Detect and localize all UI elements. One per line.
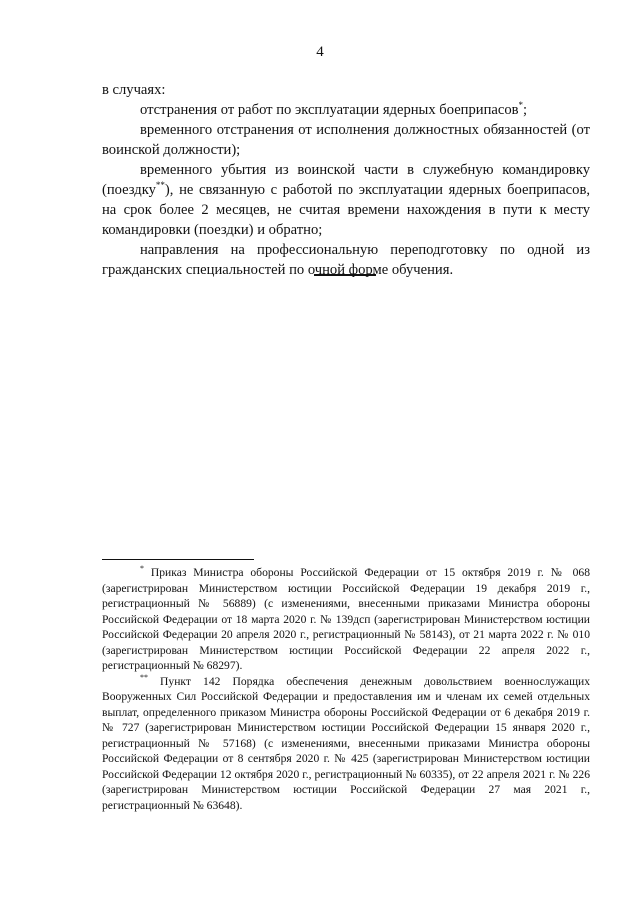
footnote-rule <box>102 559 254 560</box>
paragraph-suspension-text: отстранения от работ по эксплуатации ядерных боеприпасов <box>140 102 519 118</box>
body-text <box>102 80 590 280</box>
paragraph-suspension <box>102 100 590 120</box>
intro-paragraph: в случаях: <box>102 82 166 98</box>
paragraph-temporary-removal: временного отстранения от исполнения должностных обязанностей (от воинской должности); <box>102 122 590 158</box>
footnotes <box>102 565 590 813</box>
paragraph-suspension-end: ; <box>523 102 528 118</box>
footnote-ref-2[interactable]: ** <box>155 180 165 191</box>
end-separator-line <box>314 274 376 276</box>
paragraph-retraining: направления на профессиональную переподготовку по одной из гражданских специальностей по очной форме обучения. <box>102 242 590 278</box>
footnote-2-mark: ** <box>140 672 148 682</box>
footnote-2 <box>102 674 590 814</box>
paragraph-business-trip-before: временного убытия из воинской части в служебную командировку (поездку <box>102 162 590 198</box>
paragraph-business-trip <box>102 160 590 240</box>
footnote-1 <box>102 565 590 674</box>
footnote-1-mark: * <box>140 564 144 574</box>
footnote-2-text: Пункт 142 Порядка обеспечения денежным довольствием военнослужащих Вооруженных Сил Российской Федерации и предоставления им и членам их семей отдельных выплат, определенного приказом Министра обороны Российской Федерации от 6 декабря 2019 г. № 727 (зарегистрирован Министерством юстиции Российской Федерации 15 января 2020 г., регистрационный № 57168) (с изменениями, внесенными приказами Министра обороны Российской Федерации от 8 сентября 2020 г. № 425 (зарегистрирован Министерством юстиции Российской Федерации 12 октября 2020 г., регистрационный № 60335), от 22 апреля 2021 г. № 226 (зарегистрирован Министерством юстиции Российской Федерации 27 мая 2021 г., регистрационный № 63648). <box>102 674 590 812</box>
footnote-ref-1[interactable]: * <box>518 100 524 111</box>
paragraph-business-trip-after: ), не связанную с работой по эксплуатации ядерных боеприпасов, на срок более 2 месяцев, не считая времени нахождения в пути к месту командировки (поездки) и обратно; <box>102 182 590 238</box>
footnote-1-text: Приказ Министра обороны Российской Федерации от 15 октября 2019 г. № 068 (зарегистрирован Министерством юстиции Российской Федерации 19 декабря 2019 г., регистрационный № 56889) (с изменениями, внесенными приказами Министра обороны Российской Федерации от 18 марта 2020 г. № 139дсп (зарегистрирован Министерством юстиции Российской Федерации 20 апреля 2020 г., регистрационный № 58143), от 21 марта 2022 г. № 010 (зарегистрирован Министерством юстиции Российской Федерации 22 апреля 2022 г., регистрационный № 68297). <box>102 566 590 672</box>
page-number: 4 <box>316 44 324 60</box>
